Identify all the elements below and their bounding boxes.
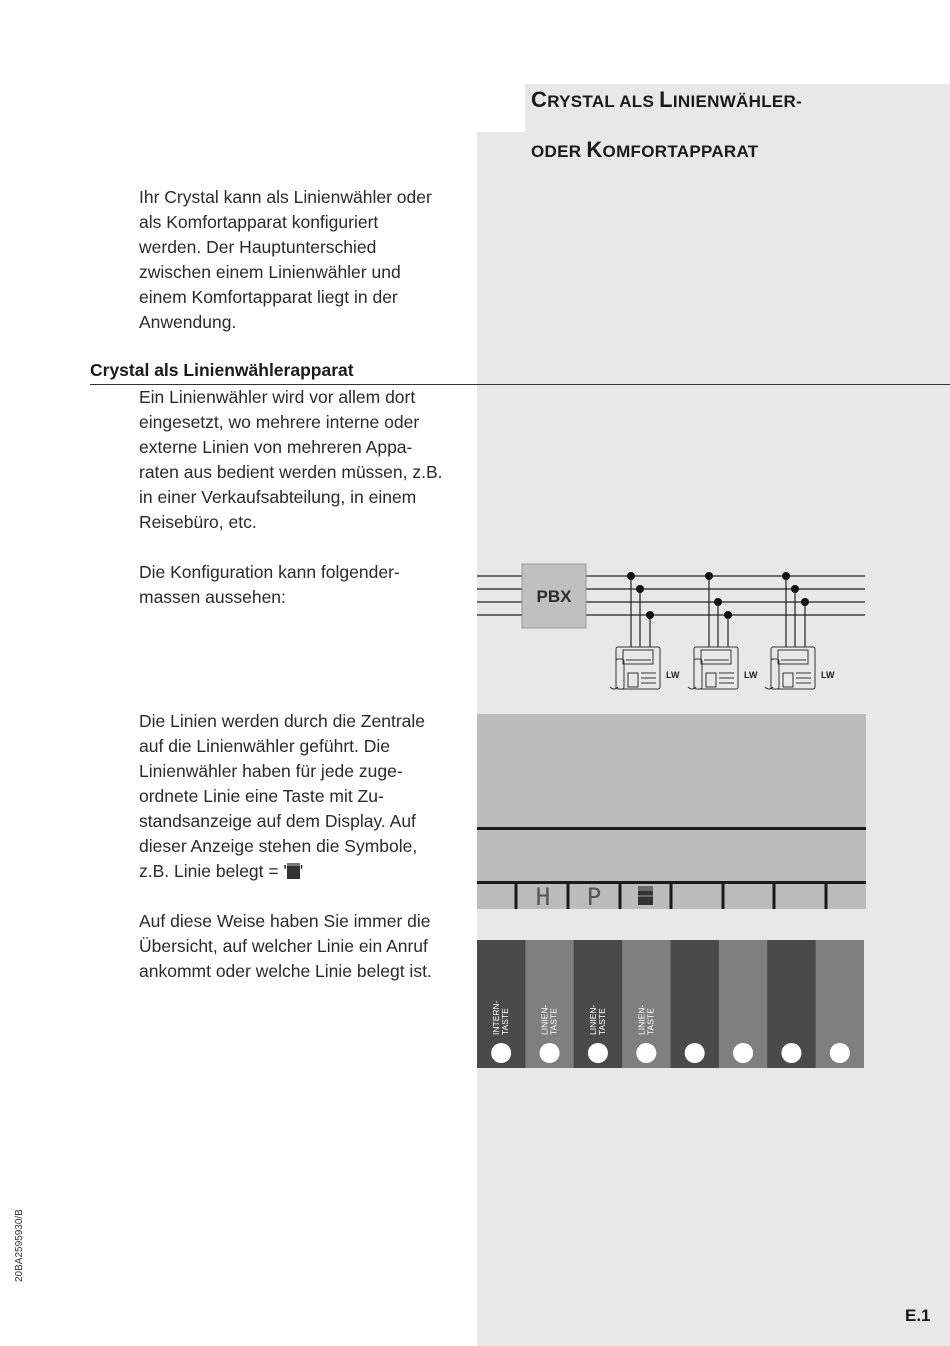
key-strip <box>477 940 864 1068</box>
page-number: E.1 <box>905 1306 931 1325</box>
busy-line-symbol-icon <box>287 863 300 879</box>
document-code: 20BA2595930/B <box>14 1209 25 1282</box>
text-line: ordnete Linie eine Taste mit Zu- <box>139 786 384 806</box>
key-2 <box>525 940 574 1068</box>
text-line: massen aussehen: <box>139 587 286 607</box>
section-heading: Crystal als Linienwählerapparat <box>90 360 354 380</box>
key-label: LINIEN-TASTE <box>539 1004 559 1035</box>
phone-label: LW <box>744 670 758 680</box>
key-led-icon <box>830 1043 850 1063</box>
pbx-configuration-diagram <box>477 555 877 700</box>
key-4 <box>622 940 671 1068</box>
phone-display-illustration <box>477 714 866 909</box>
text-line: Die Linien werden durch die Zentrale <box>139 711 425 731</box>
text-line: als Komfortapparat konfiguriert <box>139 212 379 232</box>
intro-paragraph <box>139 185 469 335</box>
key-7 <box>767 940 816 1068</box>
text-line: Anwendung. <box>139 312 237 332</box>
text-line: Auf diese Weise haben Sie immer die <box>139 911 431 931</box>
key-led-icon <box>781 1043 801 1063</box>
text-line: Reisebüro, etc. <box>139 512 257 532</box>
key-strip-illustration <box>477 940 864 1068</box>
pbx-label: PBX <box>536 587 572 606</box>
key-led-icon <box>685 1043 705 1063</box>
text-line: auf die Linienwähler geführt. Die <box>139 736 390 756</box>
text-line: z.B. Linie belegt = ' ' <box>139 861 304 881</box>
key-led-icon <box>491 1043 511 1063</box>
key-led-icon <box>636 1043 656 1063</box>
page-title-line-2: ODER KOMFORTAPPARAT <box>531 137 759 162</box>
text-line: in einer Verkaufsabteilung, in einem <box>139 487 417 507</box>
text-line: zwischen einem Linienwähler und <box>139 262 401 282</box>
display-symbol-p: P <box>586 884 602 909</box>
key-1 <box>477 940 526 1068</box>
phone-label: LW <box>666 670 680 680</box>
key-label: LINIEN-TASTE <box>636 1004 656 1035</box>
key-led-icon <box>588 1043 608 1063</box>
text-line: Übersicht, auf welcher Linie ein Anruf <box>139 936 428 956</box>
text-line: Linienwähler haben für jede zuge- <box>139 761 403 781</box>
text-line: externe Linien von mehreren Appa- <box>139 437 413 457</box>
key-label: LINIEN-TASTE <box>587 1004 607 1035</box>
text-line: Ein Linienwähler wird vor allem dort <box>139 387 416 407</box>
text-line: raten aus bedient werden müssen, z.B. <box>139 462 443 482</box>
text-line: Die Konfiguration kann folgender- <box>139 562 400 582</box>
telephone-icon <box>610 647 660 689</box>
telephone-icon <box>688 647 738 689</box>
section-paragraph <box>139 385 469 610</box>
text-line: standsanzeige auf dem Display. Auf <box>139 811 416 831</box>
display-divider <box>477 827 866 830</box>
key-6 <box>719 940 768 1068</box>
telephone-icon <box>765 647 815 689</box>
text-line: eingesetzt, wo mehrere interne oder <box>139 412 420 432</box>
display-symbol-h: H <box>535 884 551 909</box>
display-status-row <box>477 884 866 909</box>
key-led-icon <box>540 1043 560 1063</box>
key-3 <box>574 940 623 1068</box>
text-line: Ihr Crystal kann als Linienwähler oder <box>139 187 432 207</box>
busy-line-symbol-icon <box>638 886 653 905</box>
lines-paragraph <box>139 709 469 984</box>
key-8 <box>816 940 864 1068</box>
text-line: dieser Anzeige stehen die Symbole, <box>139 836 418 856</box>
text-line: ankommt oder welche Linie belegt ist. <box>139 961 432 981</box>
phone-label: LW <box>821 670 835 680</box>
key-led-icon <box>733 1043 753 1063</box>
key-5 <box>671 940 720 1068</box>
text-line: werden. Der Hauptunterschied <box>139 237 377 257</box>
page-title-line-1: CRYSTAL ALS LINIENWÄHLER- <box>531 87 803 112</box>
key-label: INTERN-TASTE <box>491 1000 511 1035</box>
text-line: einem Komfortapparat liegt in der <box>139 287 398 307</box>
